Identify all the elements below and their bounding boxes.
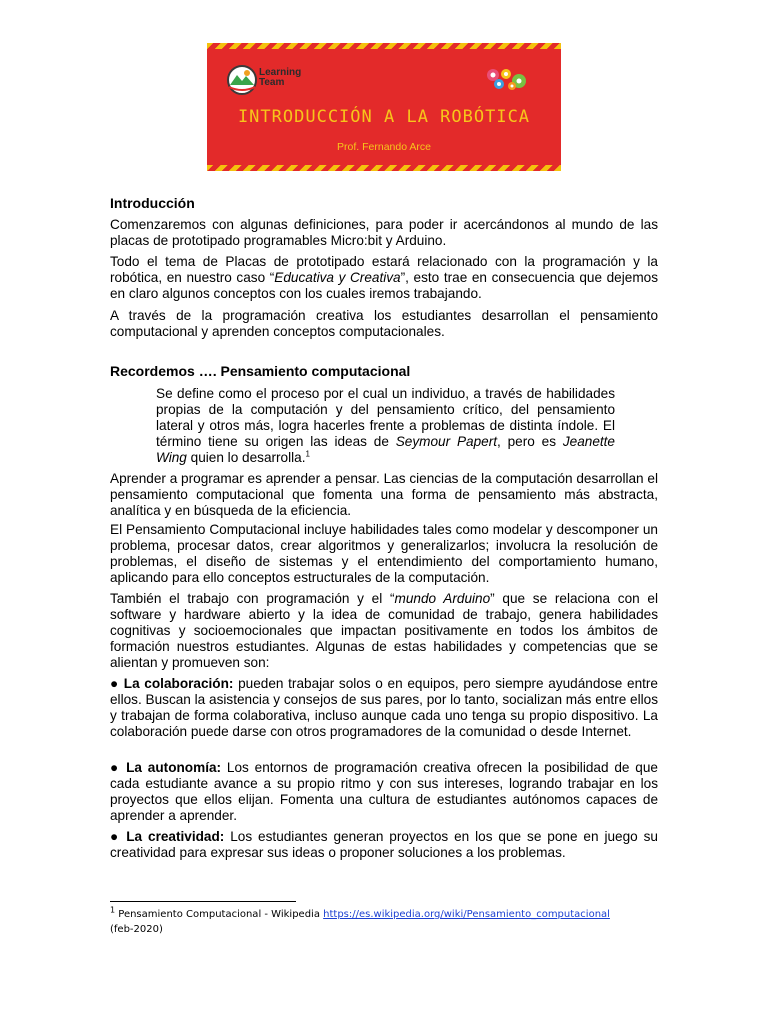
paragraph-5 bbox=[110, 522, 658, 586]
banner-stripe-bottom bbox=[207, 165, 561, 171]
banner-title: INTRODUCCIÓN A LA ROBÓTICA bbox=[237, 107, 531, 127]
intro-p2-part-a: Todo el tema de Placas de prototipado estará relacionado con la programación y la robótica, en nuestro caso “ bbox=[110, 254, 658, 286]
footnote-text: Pensamiento Computacional - Wikipedia bbox=[115, 909, 324, 920]
intro-p2-part-b: ”, esto trae en consecuencia que dejemos en claro algunos conceptos con los cuales iremos trabajando. bbox=[110, 270, 659, 302]
quote-text bbox=[156, 386, 615, 466]
section-p6-part-b: ” que se relaciona con el software y hardware abierto y la idea de comunidad de trabajo, genera habilidades cognitivas y socioemocionales que impactan positivamente en todos los ámbitos de formación nuestros estudiantes. Algunas de estas habilidades y competencias que se alientan y promueven son: bbox=[110, 591, 658, 671]
bullet-colaboracion bbox=[110, 676, 658, 740]
section-p5: El Pensamiento Computacional incluye habilidades tales como modelar y descomponer un problema, procesar datos, crear algoritmos y generalizarlos; involucra la resolución de problemas, el diseño de sistemas y el entendimiento del comportamiento humano, aplicando para ello conceptos estructurales de la computación. bbox=[110, 522, 658, 586]
paragraph-6 bbox=[110, 591, 658, 671]
intro-paragraph-2 bbox=[110, 254, 658, 302]
footnote bbox=[110, 907, 670, 937]
bullet-item bbox=[110, 829, 658, 861]
footnote-link[interactable]: https://es.wikipedia.org/wiki/Pensamiento_computacional bbox=[323, 909, 610, 920]
intro-heading: Introducción bbox=[110, 195, 195, 211]
header-banner bbox=[207, 43, 561, 171]
bullet-marker: ● bbox=[110, 676, 120, 691]
quote-name-papert: Seymour Papert bbox=[395, 434, 498, 450]
footnote-ref[interactable]: 1 bbox=[305, 449, 310, 459]
logo-text-line2: Team bbox=[259, 77, 285, 88]
intro-paragraph-3 bbox=[110, 308, 658, 340]
section-p4: Aprender a programar es aprender a pensar. Las ciencias de la computación desarrollan el pensamiento computacional que fomenta una forma de pensamiento más abstracta, analítica y en búsqueda de la eficiencia. bbox=[110, 471, 658, 519]
section-p6 bbox=[110, 591, 658, 671]
bullet-item bbox=[110, 760, 658, 824]
bullet-marker: ● bbox=[110, 829, 121, 844]
logo-text bbox=[259, 68, 301, 88]
footnote-divider bbox=[110, 901, 296, 902]
bullet-text: pueden trabajar solos o en equipos, pero siempre ayudándose entre ellos. Buscan la asistencia y consejos de sus pares, por lo tanto, socializan más entre ellos y trabajan de forma colaborativa, incluso aunque cada uno tenga su propio dispositivo. La colaboración puede darse con otros programadores de la comunidad o desde Internet. bbox=[110, 676, 658, 740]
logo-text-line1: Learning bbox=[259, 67, 302, 78]
section-heading-block bbox=[110, 363, 658, 380]
quote-part-b: , pero es bbox=[497, 434, 563, 450]
intro-heading-block bbox=[110, 195, 658, 212]
intro-p3: A través de la programación creativa los estudiantes desarrollan el pensamiento computacional y aprenden conceptos computacionales. bbox=[110, 308, 658, 340]
gears-icon bbox=[484, 67, 530, 91]
footnote-date: (feb-2020) bbox=[110, 924, 163, 935]
section-p6-emphasis: mundo Arduino bbox=[394, 591, 491, 606]
quote-part-a: Se define como el proceso por el cual un individuo, a través de habilidades propias de la computación y del pensamiento crítico, del pensamiento lateral y otros más, logra hacerles frente a problemas de distinta índole. El término tiene su origen las ideas de bbox=[156, 386, 615, 450]
intro-paragraph-1 bbox=[110, 217, 658, 249]
bullet-marker: ● bbox=[110, 760, 121, 775]
bullet-text: Los estudiantes generan proyectos en los que se pone en juego su creatividad para expresar sus ideas o proponer soluciones a los problemas. bbox=[110, 829, 658, 861]
intro-p1: Comenzaremos con algunas definiciones, para poder ir acercándonos al mundo de las placas de prototipado programables Micro:bit y Arduino. bbox=[110, 217, 658, 249]
bullet-creatividad bbox=[110, 829, 658, 861]
bullet-label: La colaboración: bbox=[123, 676, 234, 691]
bullet-label: La creatividad: bbox=[126, 829, 225, 844]
bullet-autonomia bbox=[110, 760, 658, 824]
section-p6-part-a: También el trabajo con programación y el “ bbox=[110, 591, 395, 606]
intro-p2-emphasis: Educativa y Creativa bbox=[274, 270, 401, 286]
quote-name-wing: Jeanette Wing bbox=[156, 434, 615, 466]
banner-stripe-top bbox=[207, 43, 561, 49]
bullet-text: Los entornos de programación creativa ofrecen la posibilidad de que cada estudiante avance a su propio ritmo y con sus intereses, logrando trabajar en los proyectos que ellos elijan. Fomenta una cultura de estudiantes autónomos capaces de aprender a aprender. bbox=[110, 760, 658, 824]
section-heading: Recordemos …. Pensamiento computacional bbox=[110, 363, 411, 379]
paragraph-4 bbox=[110, 471, 658, 519]
intro-p2 bbox=[110, 254, 658, 302]
bullet-label: La autonomía: bbox=[126, 760, 222, 775]
banner-subtitle: Prof. Fernando Arce bbox=[337, 141, 431, 153]
footnote-number: 1 bbox=[110, 905, 116, 915]
definition-quote bbox=[156, 386, 615, 466]
bullet-item bbox=[110, 676, 658, 740]
quote-part-c: quien lo desarrolla. bbox=[186, 450, 306, 466]
